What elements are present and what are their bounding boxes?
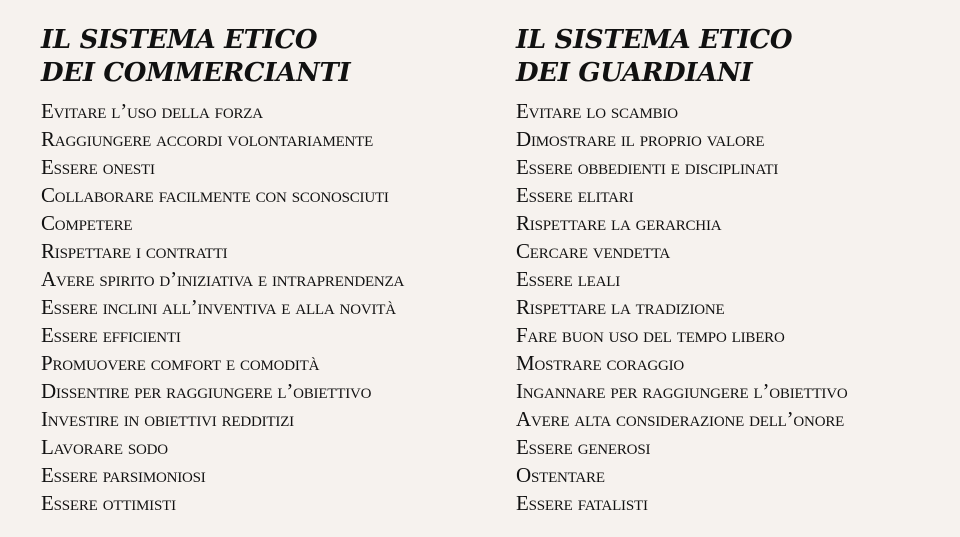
list-item: Essere elitari	[516, 183, 634, 207]
heading-line-1: IL SISTEMA ETICO	[516, 25, 793, 55]
list-item: Competere	[41, 211, 133, 235]
list-item: Ostentare	[516, 463, 605, 487]
list-item: Essere leali	[516, 267, 621, 291]
list-item: Essere fatalisti	[516, 491, 648, 515]
list-item: Essere inclini all’inventiva e alla novità	[41, 295, 396, 319]
list-item: Essere onesti	[41, 155, 155, 179]
commercianti-column	[41, 24, 509, 517]
list-item: Dissentire per raggiungere l’obiettivo	[41, 379, 372, 403]
list-item: Rispettare la tradizione	[516, 295, 725, 319]
heading-line-2: DEI GUARDIANI	[516, 58, 753, 88]
guardiani-column	[516, 24, 956, 517]
list-item: Dimostrare il proprio valore	[516, 127, 765, 151]
list-item: Essere efficienti	[41, 323, 181, 347]
list-item: Lavorare sodo	[41, 435, 168, 459]
list-item: Essere obbedienti e disciplinati	[516, 155, 779, 179]
list-item: Collaborare facilmente con sconosciuti	[41, 183, 389, 207]
list-item: Evitare l’uso della forza	[41, 99, 263, 123]
list-item: Cercare vendetta	[516, 239, 671, 263]
guardiani-list	[516, 97, 956, 517]
list-item: Rispettare la gerarchia	[516, 211, 722, 235]
list-item: Essere ottimisti	[41, 491, 176, 515]
list-item: Promuovere comfort e comodità	[41, 351, 320, 375]
heading-line-1: IL SISTEMA ETICO	[41, 25, 318, 55]
list-item: Evitare lo scambio	[516, 99, 678, 123]
heading-line-2: DEI COMMERCIANTI	[41, 58, 351, 88]
list-item: Mostrare coraggio	[516, 351, 685, 375]
list-item: Fare buon uso del tempo libero	[516, 323, 785, 347]
list-item: Avere spirito d’iniziativa e intraprendenza	[41, 267, 405, 291]
guardiani-heading	[516, 24, 956, 90]
list-item: Investire in obiettivi redditizi	[41, 407, 294, 431]
list-item: Essere parsimoniosi	[41, 463, 206, 487]
commercianti-list	[41, 97, 509, 517]
list-item: Avere alta considerazione dell’onore	[516, 407, 845, 431]
list-item: Essere generosi	[516, 435, 651, 459]
list-item: Raggiungere accordi volontariamente	[41, 127, 374, 151]
list-item: Rispettare i contratti	[41, 239, 228, 263]
commercianti-heading	[41, 24, 509, 90]
list-item: Ingannare per raggiungere l’obiettivo	[516, 379, 848, 403]
